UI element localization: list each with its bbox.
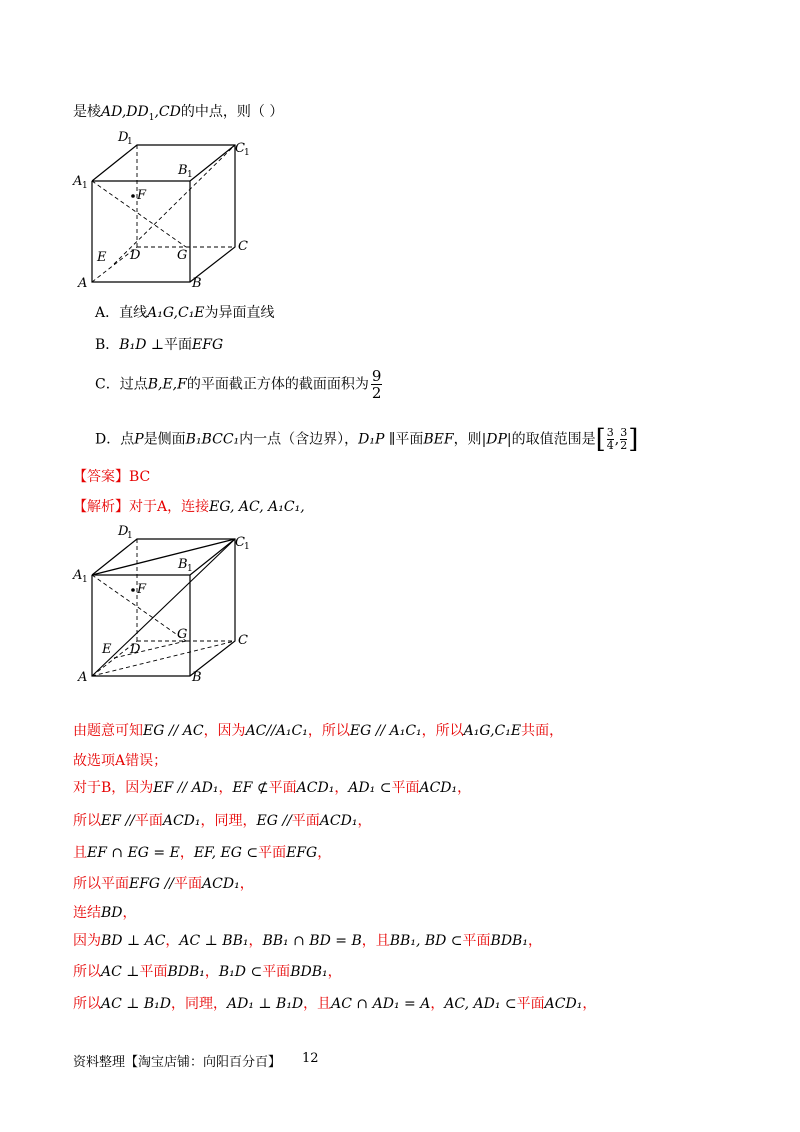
solution-line-2 xyxy=(73,750,167,772)
text-segment: EG // xyxy=(256,813,292,829)
text-segment: BDB₁ xyxy=(490,933,528,949)
text-segment: AC//A₁C₁ xyxy=(245,723,308,739)
text-segment: ，同理， xyxy=(200,813,257,829)
text-segment: C xyxy=(238,633,248,648)
text-segment: 平面 xyxy=(291,813,320,829)
text-segment: 平面 xyxy=(139,964,168,980)
text-segment: B xyxy=(178,163,188,178)
text-segment: 平面 xyxy=(268,780,297,796)
text-segment: C xyxy=(235,535,245,550)
text-segment: B xyxy=(192,276,202,291)
text-segment: B． xyxy=(95,337,120,353)
text-segment: EF, EG ⊂ xyxy=(193,845,259,861)
text-segment: E xyxy=(102,642,112,657)
text-segment: 平面 xyxy=(395,431,424,448)
text-segment: 所以 xyxy=(73,996,101,1012)
text-segment: ， xyxy=(165,933,180,949)
text-segment: D xyxy=(130,642,141,657)
text-segment: ， xyxy=(317,845,332,861)
text-segment: 故选项A错误； xyxy=(73,753,168,769)
text-segment: ,CD xyxy=(154,104,181,120)
text-segment: D xyxy=(118,524,129,539)
text-segment: ，所以 xyxy=(421,723,464,739)
text-segment: A xyxy=(73,568,83,583)
answer-line xyxy=(73,466,150,488)
text-segment: AC ⊥ B₁D xyxy=(101,996,172,1012)
text-segment: ACD₁ xyxy=(296,780,335,796)
text-segment: ACD₁ xyxy=(419,780,458,796)
text-segment: ACD₁ xyxy=(319,813,358,829)
text-segment: 平面 xyxy=(164,337,193,353)
solution-line-1 xyxy=(73,720,563,742)
text-segment: 由题意可知 xyxy=(73,723,143,739)
option-a xyxy=(95,302,275,324)
text-segment: 平面 xyxy=(258,845,287,861)
text-segment: AD₁ ⊥ B₁D xyxy=(227,996,304,1012)
text-segment: 平面 xyxy=(516,996,545,1012)
text-segment: ， xyxy=(430,996,445,1012)
text-segment: A xyxy=(78,670,88,685)
text-segment: F xyxy=(137,582,147,597)
text-segment: 1 xyxy=(244,542,250,552)
text-segment: D₁P xyxy=(358,431,385,448)
solution-line-8 xyxy=(73,930,542,952)
text-segment: ，则 xyxy=(453,431,482,448)
text-segment: EFG xyxy=(286,845,318,861)
text-segment: D xyxy=(118,130,129,145)
solution-line-4 xyxy=(73,810,371,832)
text-segment: E xyxy=(97,250,107,265)
text-segment: ， xyxy=(357,813,372,829)
text-segment: 1 xyxy=(82,575,88,585)
text-segment: 是棱 xyxy=(73,104,101,120)
text-segment: 1 xyxy=(127,531,133,541)
text-segment: D．点 xyxy=(95,431,135,448)
text-segment: 所以平面 xyxy=(73,876,129,892)
text-segment: ， xyxy=(248,933,263,949)
text-segment: ∥ xyxy=(388,431,396,448)
text-segment: P xyxy=(134,431,144,448)
text-segment: ， xyxy=(122,905,137,921)
option-c xyxy=(95,368,384,401)
text-segment: 2 xyxy=(371,384,382,402)
text-segment: ，同理， xyxy=(171,996,228,1012)
text-segment: ， xyxy=(582,996,597,1012)
text-segment: 为异面直线 xyxy=(204,305,275,321)
text-segment: 是侧面 xyxy=(143,431,186,448)
text-segment: C．过点 xyxy=(95,376,148,393)
text-segment: ACD₁ xyxy=(162,813,201,829)
text-segment: B,E,F xyxy=(147,376,187,393)
text-segment: A₁G,C₁E xyxy=(463,723,522,739)
solution-line-3 xyxy=(73,777,471,799)
text-segment: 1 xyxy=(187,564,193,574)
text-segment: BDB₁ xyxy=(167,964,205,980)
text-segment: 平面 xyxy=(134,813,163,829)
text-segment: C xyxy=(235,141,245,156)
text-segment: ，因为 xyxy=(203,723,246,739)
text-segment: ，且 xyxy=(361,933,390,949)
text-segment: A₁G,C₁E xyxy=(147,305,205,321)
text-segment: EF // AD₁ xyxy=(153,780,219,796)
text-segment: G xyxy=(177,627,188,642)
solution-line-7 xyxy=(73,902,137,924)
solution-line-6 xyxy=(73,873,254,895)
text-segment: 因为 xyxy=(73,933,101,949)
analysis-line xyxy=(73,496,305,518)
text-segment: ， xyxy=(239,876,254,892)
text-segment: 3 xyxy=(606,426,614,439)
text-segment: ，所以 xyxy=(307,723,350,739)
text-segment: C xyxy=(238,239,248,254)
text-segment: BEF xyxy=(423,431,454,448)
text-segment: A．直线 xyxy=(95,305,148,321)
text-segment: 所以 xyxy=(73,813,101,829)
text-segment: BD ⊥ AC xyxy=(101,933,166,949)
text-segment: 内一点（含边界）， xyxy=(239,431,359,448)
text-segment: EG // AC xyxy=(143,723,204,739)
text-segment: 4 xyxy=(606,439,614,452)
text-segment: A xyxy=(78,276,88,291)
text-segment: EF // xyxy=(101,813,135,829)
text-segment: EG, AC, A₁C₁, xyxy=(209,499,305,515)
text-segment: 1 xyxy=(244,148,250,158)
text-segment: AC ⊥ BB₁ xyxy=(179,933,249,949)
cube-figure-2 xyxy=(70,522,260,687)
text-segment: B₁D ⊥ xyxy=(119,337,165,353)
text-segment: 1 xyxy=(187,170,193,180)
text-segment: AC, AD₁ ⊂ xyxy=(444,996,517,1012)
text-segment: B₁BCC₁ xyxy=(185,431,240,448)
text-segment: BDB₁ xyxy=(290,964,328,980)
text-segment: AC ∩ AD₁ = A xyxy=(331,996,431,1012)
text-segment: ， xyxy=(457,780,472,796)
text-segment: BB₁ ∩ BD = B xyxy=(262,933,362,949)
text-segment: 【答案】 xyxy=(73,469,129,485)
text-segment: 9 xyxy=(371,367,382,385)
text-segment: B₁D ⊂ xyxy=(218,964,263,980)
page-number: 12 xyxy=(302,1051,319,1066)
text-segment: 平面 xyxy=(391,780,420,796)
text-segment: 连结 xyxy=(73,905,101,921)
text-segment: ACD₁ xyxy=(202,876,240,892)
solution-line-9 xyxy=(73,961,342,983)
text-segment: 共面， xyxy=(521,723,564,739)
text-segment: AD,DD xyxy=(101,104,149,120)
text-segment: 的平面截正方体的截面面积为 xyxy=(186,376,369,393)
text-segment: 对于B，因为 xyxy=(73,780,154,796)
option-d: D．点P是侧面B₁BCC₁内一点（含边界），D₁P ∥平面BEF，则|DP|的取值范围是[ $\frac{3}{4}$, $\frac{3}{2}$] xyxy=(95,424,639,455)
text-segment: 的取值范围是 xyxy=(511,431,596,448)
text-segment: 所以 xyxy=(73,964,101,980)
text-segment: AD₁ ⊂ xyxy=(348,780,392,796)
text-segment: A xyxy=(73,174,83,189)
text-segment: 平面 xyxy=(262,964,291,980)
text-segment: ， xyxy=(179,845,194,861)
cube-figure-1 xyxy=(70,128,260,293)
text-segment: F xyxy=(137,188,147,203)
text-segment: 平面 xyxy=(174,876,203,892)
text-segment: |DP| xyxy=(481,431,512,448)
fraction-nine-halves xyxy=(371,368,383,401)
text-segment: BB₁, BD ⊂ xyxy=(389,933,463,949)
text-segment: B xyxy=(178,557,188,572)
text-segment: AC ⊥ xyxy=(101,964,140,980)
text-segment: ， xyxy=(204,964,219,980)
text-segment: EFG xyxy=(192,337,224,353)
text-segment: BC xyxy=(129,469,151,485)
text-segment: 对于A，连接 xyxy=(129,499,210,515)
text-segment: ， xyxy=(334,780,349,796)
text-segment: ， xyxy=(327,964,342,980)
text-segment: 且 xyxy=(73,845,87,861)
solution-line-10 xyxy=(73,993,596,1015)
text-segment: 1 xyxy=(82,181,88,191)
text-segment: B xyxy=(192,670,202,685)
text-segment: EFG // xyxy=(129,876,175,892)
text-segment: G xyxy=(177,248,188,263)
text-segment: 1 xyxy=(148,112,155,123)
text-segment: 的中点，则（ ） xyxy=(180,104,284,120)
text-segment: 【解析】 xyxy=(73,499,129,515)
text-segment: ， xyxy=(218,780,233,796)
text-segment: 平面 xyxy=(462,933,491,949)
text-segment: 2 xyxy=(620,439,628,452)
text-segment: ACD₁ xyxy=(544,996,583,1012)
option-b xyxy=(95,334,223,356)
footer-source: 资料整理【淘宝店铺：向阳百分百】 xyxy=(73,1055,282,1070)
text-segment: EG // A₁C₁ xyxy=(349,723,422,739)
text-segment: BD xyxy=(101,905,123,921)
text-segment: EF ⊄ xyxy=(232,780,269,796)
text-segment: EF ∩ EG = E xyxy=(87,845,180,861)
text-segment: 1 xyxy=(127,137,133,147)
intro-line xyxy=(73,101,283,129)
text-segment: ， xyxy=(527,933,542,949)
text-segment: D xyxy=(130,248,141,263)
solution-line-5 xyxy=(73,842,331,864)
text-segment: 3 xyxy=(620,426,628,439)
text-segment: ，且 xyxy=(303,996,332,1012)
